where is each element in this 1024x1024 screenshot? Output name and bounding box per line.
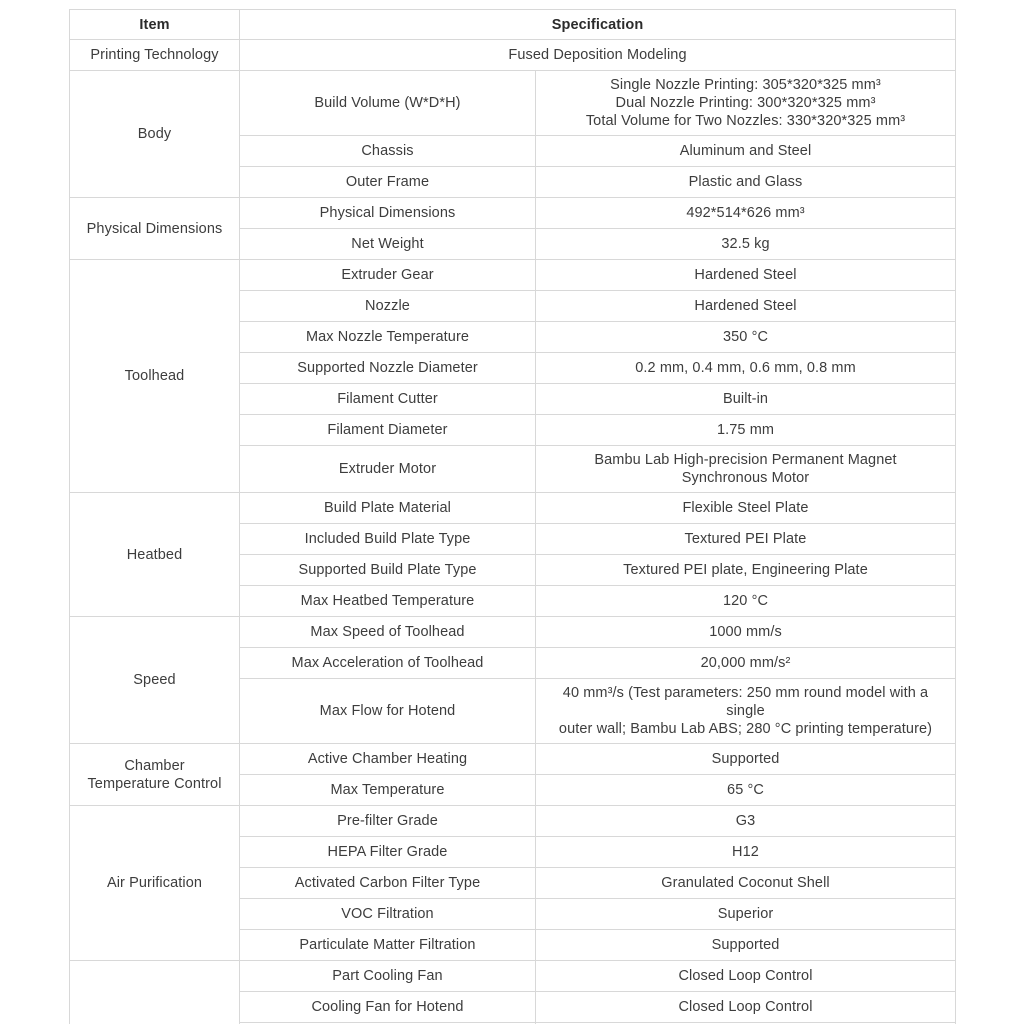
spec-value-cell: Aluminum and Steel (536, 136, 956, 167)
spec-name-cell: Max Temperature (240, 775, 536, 806)
header-item: Item (70, 10, 240, 40)
item-category-cell: Speed (70, 617, 240, 744)
spec-value-cell: 32.5 kg (536, 229, 956, 260)
spec-value-cell: 120 °C (536, 586, 956, 617)
header-specification: Specification (240, 10, 956, 40)
spec-value-cell: Textured PEI Plate (536, 524, 956, 555)
spec-value-cell: 492*514*626 mm³ (536, 198, 956, 229)
table-row (70, 71, 956, 136)
spec-name-cell: Chassis (240, 136, 536, 167)
spec-name-cell: Activated Carbon Filter Type (240, 868, 536, 899)
spec-value-cell: Hardened Steel (536, 260, 956, 291)
table-row (70, 617, 956, 648)
spec-value-cell: Closed Loop Control (536, 961, 956, 992)
text-line: 40 mm³/s (Test parameters: 250 mm round model with a single (562, 685, 929, 719)
spec-value-cell: Supported (536, 930, 956, 961)
spec-value-cell: 0.2 mm, 0.4 mm, 0.6 mm, 0.8 mm (536, 353, 956, 384)
spec-value-cell: Hardened Steel (536, 291, 956, 322)
spec-value-cell: Textured PEI plate, Engineering Plate (536, 555, 956, 586)
spec-name-cell: Build Volume (W*D*H) (240, 71, 536, 136)
spec-value-cell: Superior (536, 899, 956, 930)
spec-name-cell: Extruder Gear (240, 260, 536, 291)
table-body (70, 40, 956, 1024)
spec-name-cell: Net Weight (240, 229, 536, 260)
item-category-cell: Toolhead (70, 260, 240, 493)
spec-name-cell: Build Plate Material (240, 493, 536, 524)
table-row (70, 806, 956, 837)
spec-name-cell: Nozzle (240, 291, 536, 322)
spec-name-cell: Part Cooling Fan (240, 961, 536, 992)
spec-value-cell: Closed Loop Control (536, 992, 956, 1023)
text-line: Synchronous Motor (681, 470, 810, 486)
spec-name-cell: Supported Nozzle Diameter (240, 353, 536, 384)
table-row (70, 260, 956, 291)
spec-value-cell: Granulated Coconut Shell (536, 868, 956, 899)
table-row (70, 744, 956, 775)
spec-name-cell: Max Heatbed Temperature (240, 586, 536, 617)
text-line: Dual Nozzle Printing: 300*320*325 mm³ (615, 95, 876, 111)
item-category-cell (70, 744, 240, 806)
spec-name-cell: Pre-filter Grade (240, 806, 536, 837)
spec-name-cell: Max Acceleration of Toolhead (240, 648, 536, 679)
spec-value-cell: Built-in (536, 384, 956, 415)
header-row (70, 10, 956, 40)
item-category-cell (70, 961, 240, 1024)
spec-name-cell: Max Speed of Toolhead (240, 617, 536, 648)
spec-name-cell: VOC Filtration (240, 899, 536, 930)
item-category-cell: Printing Technology (70, 40, 240, 71)
spec-name-cell: Outer Frame (240, 167, 536, 198)
spec-name-cell: Max Nozzle Temperature (240, 322, 536, 353)
spec-name-cell: Included Build Plate Type (240, 524, 536, 555)
spec-value-cell (536, 446, 956, 493)
text-line: outer wall; Bambu Lab ABS; 280 °C printing temperature) (558, 721, 933, 737)
spec-value-cell: 350 °C (536, 322, 956, 353)
spec-value-cell: 1000 mm/s (536, 617, 956, 648)
spec-value-cell: H12 (536, 837, 956, 868)
text-line: Temperature Control (87, 775, 222, 792)
table-row (70, 961, 956, 992)
table-row (70, 40, 956, 71)
spec-name-cell: Supported Build Plate Type (240, 555, 536, 586)
spec-value-cell: G3 (536, 806, 956, 837)
spec-name-cell: HEPA Filter Grade (240, 837, 536, 868)
spec-value-cell (536, 679, 956, 744)
text-line: Bambu Lab High-precision Permanent Magnet (594, 452, 897, 468)
spec-value-cell: Plastic and Glass (536, 167, 956, 198)
spec-value-cell: Fused Deposition Modeling (240, 40, 956, 71)
spec-name-cell: Active Chamber Heating (240, 744, 536, 775)
spec-table (69, 9, 956, 1024)
text-line: Single Nozzle Printing: 305*320*325 mm³ (610, 77, 881, 93)
spec-name-cell: Physical Dimensions (240, 198, 536, 229)
spec-value-cell: Supported (536, 744, 956, 775)
item-category-cell: Physical Dimensions (70, 198, 240, 260)
item-category-cell: Heatbed (70, 493, 240, 617)
spec-name-cell: Extruder Motor (240, 446, 536, 493)
text-line: Chamber (124, 757, 185, 774)
item-category-cell: Body (70, 71, 240, 198)
spec-name-cell: Cooling Fan for Hotend (240, 992, 536, 1023)
item-category-cell: Air Purification (70, 806, 240, 961)
spec-value-cell: 20,000 mm/s² (536, 648, 956, 679)
spec-value-cell: Flexible Steel Plate (536, 493, 956, 524)
spec-value-cell (536, 71, 956, 136)
spec-name-cell: Filament Diameter (240, 415, 536, 446)
spec-value-cell: 65 °C (536, 775, 956, 806)
text-line: Total Volume for Two Nozzles: 330*320*325 mm³ (585, 113, 906, 129)
table-row (70, 493, 956, 524)
spec-name-cell: Filament Cutter (240, 384, 536, 415)
table-row (70, 198, 956, 229)
spec-name-cell: Max Flow for Hotend (240, 679, 536, 744)
spec-value-cell: 1.75 mm (536, 415, 956, 446)
spec-name-cell: Particulate Matter Filtration (240, 930, 536, 961)
